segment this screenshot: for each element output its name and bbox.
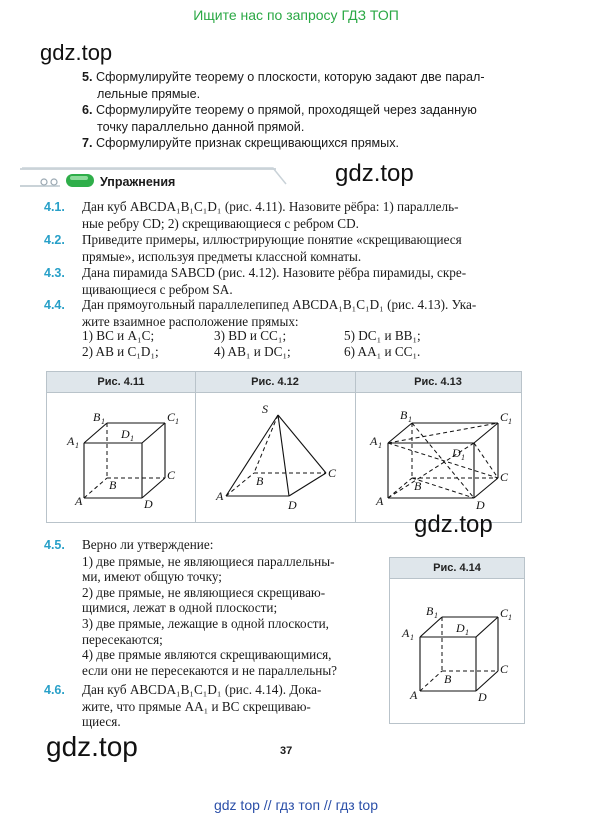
exercise-text: Дан куб ABCDA₁B₁C₁D₁ (рис. 4.11). Назовите рёбра: 1) параллель- — [82, 199, 459, 214]
item: 3) BD и CC₁; — [214, 328, 287, 343]
svg-text:B: B — [400, 408, 408, 422]
svg-text:D: D — [476, 498, 485, 512]
exercise-text: Дан куб ABCDA₁B₁C₁D₁ (рис. 4.14). Дока- — [82, 682, 322, 697]
svg-text:1: 1 — [508, 417, 512, 426]
watermark: gdz.top — [414, 511, 493, 538]
svg-text:D: D — [452, 446, 461, 460]
question-text: Сформулируйте теорему о прямой, проходящей через заданную — [96, 103, 477, 117]
svg-text:1: 1 — [465, 628, 469, 637]
svg-text:A: A — [75, 494, 83, 508]
item: 6) AA₁ и CC₁. — [344, 344, 421, 359]
question-number: 6. — [82, 103, 93, 117]
item: 1) BC и A₁C; — [82, 328, 155, 343]
exercise-4-1 — [44, 199, 544, 231]
question-number: 5. — [82, 70, 93, 84]
svg-text:C: C — [167, 468, 176, 482]
question-text: Сформулируйте теорему о плоскости, которую задают две парал- — [96, 70, 485, 84]
svg-text:1: 1 — [175, 417, 179, 426]
question-text: точку параллельно данной прямой. — [97, 119, 305, 134]
figure-4-11-cube — [47, 393, 195, 521]
exercise-number: 4.6. — [44, 683, 65, 697]
svg-text:C: C — [500, 410, 509, 424]
exercise-text: Дан прямоугольный параллелепипед ABCDA₁B₁C₁D₁ (рис. 4.13). Ука- — [82, 297, 477, 312]
svg-text:1: 1 — [408, 415, 412, 424]
figure-caption: Рис. 4.12 — [251, 376, 299, 388]
svg-text:D: D — [456, 621, 465, 635]
exercise-text: 4) две прямые являются скрещивающимися, — [82, 647, 332, 663]
exercise-text: 1) две прямые, не являющиеся параллельны- — [82, 553, 335, 569]
svg-text:1: 1 — [101, 417, 105, 426]
svg-text:A: A — [410, 688, 418, 702]
exercise-text: Приведите примеры, иллюстрирующие понятие «скрещивающиеся — [82, 232, 462, 247]
question-item — [82, 102, 522, 135]
svg-text:C: C — [328, 466, 337, 480]
figure-4-13-parallelepiped — [356, 393, 521, 521]
top-banner: Ищите нас по запросу ГДЗ ТОП — [193, 7, 399, 23]
svg-text:C: C — [500, 662, 509, 676]
exercise-text: жите, что прямые AA₁ и BC скрещиваю- — [82, 698, 311, 714]
exercise-text: Верно ли утверждение: — [82, 537, 214, 552]
watermark: gdz.top — [40, 40, 113, 65]
section-title: Упражнения — [100, 175, 176, 189]
svg-text:B: B — [426, 604, 434, 618]
svg-text:1: 1 — [378, 441, 382, 450]
figure-row-header — [47, 372, 521, 393]
svg-text:C: C — [167, 410, 176, 424]
exercise-number: 4.3. — [44, 266, 65, 280]
svg-text:A: A — [402, 626, 410, 640]
exercise-4-5 — [44, 537, 384, 678]
figure-caption: Рис. 4.13 — [414, 376, 462, 388]
svg-text:A: A — [216, 489, 224, 503]
exercise-text: ные ребру CD; 2) скрещивающиеся с ребром CD. — [82, 215, 359, 231]
question-number: 7. — [82, 136, 93, 150]
svg-text:A: A — [370, 434, 378, 448]
svg-text:D: D — [144, 497, 153, 511]
svg-text:1: 1 — [130, 434, 134, 443]
svg-text:B: B — [93, 410, 101, 424]
svg-text:A: A — [67, 434, 75, 448]
figure-row — [46, 371, 522, 523]
svg-text:1: 1 — [461, 453, 465, 462]
exercise-number: 4.2. — [44, 233, 65, 247]
exercise-text: 2) две прямые, не являющиеся скрещиваю- — [82, 584, 326, 600]
exercise-4-2 — [44, 232, 544, 264]
svg-text:C: C — [500, 606, 509, 620]
question-text: Сформулируйте признак скрещивающихся прямых. — [96, 136, 399, 150]
svg-text:D: D — [478, 690, 487, 704]
svg-text:1: 1 — [75, 441, 79, 450]
exercise-text: жите взаимное расположение прямых: — [82, 313, 299, 329]
watermark: gdz.top — [46, 731, 138, 762]
exercise-text: щиеся. — [82, 714, 121, 730]
question-list — [82, 69, 522, 152]
exercise-4-4-items — [82, 328, 542, 360]
exercise-text: ми, имеют общую точку; — [82, 569, 222, 585]
svg-text:B: B — [109, 478, 117, 492]
exercise-text: прямые», используя предметы классной комнаты. — [82, 248, 362, 264]
exercise-text: щивающиеся с ребром SA. — [82, 281, 233, 297]
svg-text:C: C — [500, 470, 509, 484]
question-item — [82, 135, 522, 152]
exercise-4-3 — [44, 265, 544, 297]
exercise-text: Дана пирамида SABCD (рис. 4.12). Назовите рёбра пирамиды, скре- — [82, 265, 467, 280]
exercise-number: 4.1. — [44, 200, 65, 214]
svg-text:A: A — [376, 494, 384, 508]
figure-caption: Рис. 4.11 — [97, 376, 145, 388]
exercise-number: 4.5. — [44, 538, 65, 552]
question-text: лельные прямые. — [97, 86, 201, 101]
figure-caption: Рис. 4.14 — [390, 558, 524, 579]
svg-text:D: D — [121, 427, 130, 441]
watermark: gdz.top — [335, 160, 414, 187]
footer-links: gdz top // гдз топ // гдз top — [213, 797, 379, 813]
exercise-text: щимися, лежат в одной плоскости; — [82, 600, 278, 616]
page-number: 37 — [280, 745, 293, 757]
svg-text:D: D — [288, 498, 297, 512]
figure-4-12-pyramid — [196, 393, 354, 521]
svg-text:B: B — [414, 479, 422, 493]
figure-4-14-panel — [389, 557, 525, 724]
svg-text:B: B — [444, 672, 452, 686]
svg-text:1: 1 — [410, 633, 414, 642]
item: 5) DC₁ и BB₁; — [344, 328, 421, 343]
exercise-number: 4.4. — [44, 298, 65, 312]
exercise-4-4 — [44, 297, 544, 329]
svg-text:S: S — [262, 402, 268, 416]
item: 2) AB и C₁D₁; — [82, 344, 159, 359]
svg-text:B: B — [256, 474, 264, 488]
svg-text:1: 1 — [434, 611, 438, 620]
figure-4-14-cube — [390, 579, 524, 721]
item: 4) AB₁ и DC₁; — [214, 344, 291, 359]
svg-text:1: 1 — [508, 613, 512, 622]
exercise-text: пересекаются; — [82, 631, 163, 647]
exercise-4-6 — [44, 682, 384, 730]
question-item — [82, 69, 522, 102]
exercise-text: 3) две прямые, лежащие в одной плоскости, — [82, 615, 329, 631]
exercise-text: если они не пересекаются и не параллельны? — [82, 662, 338, 678]
